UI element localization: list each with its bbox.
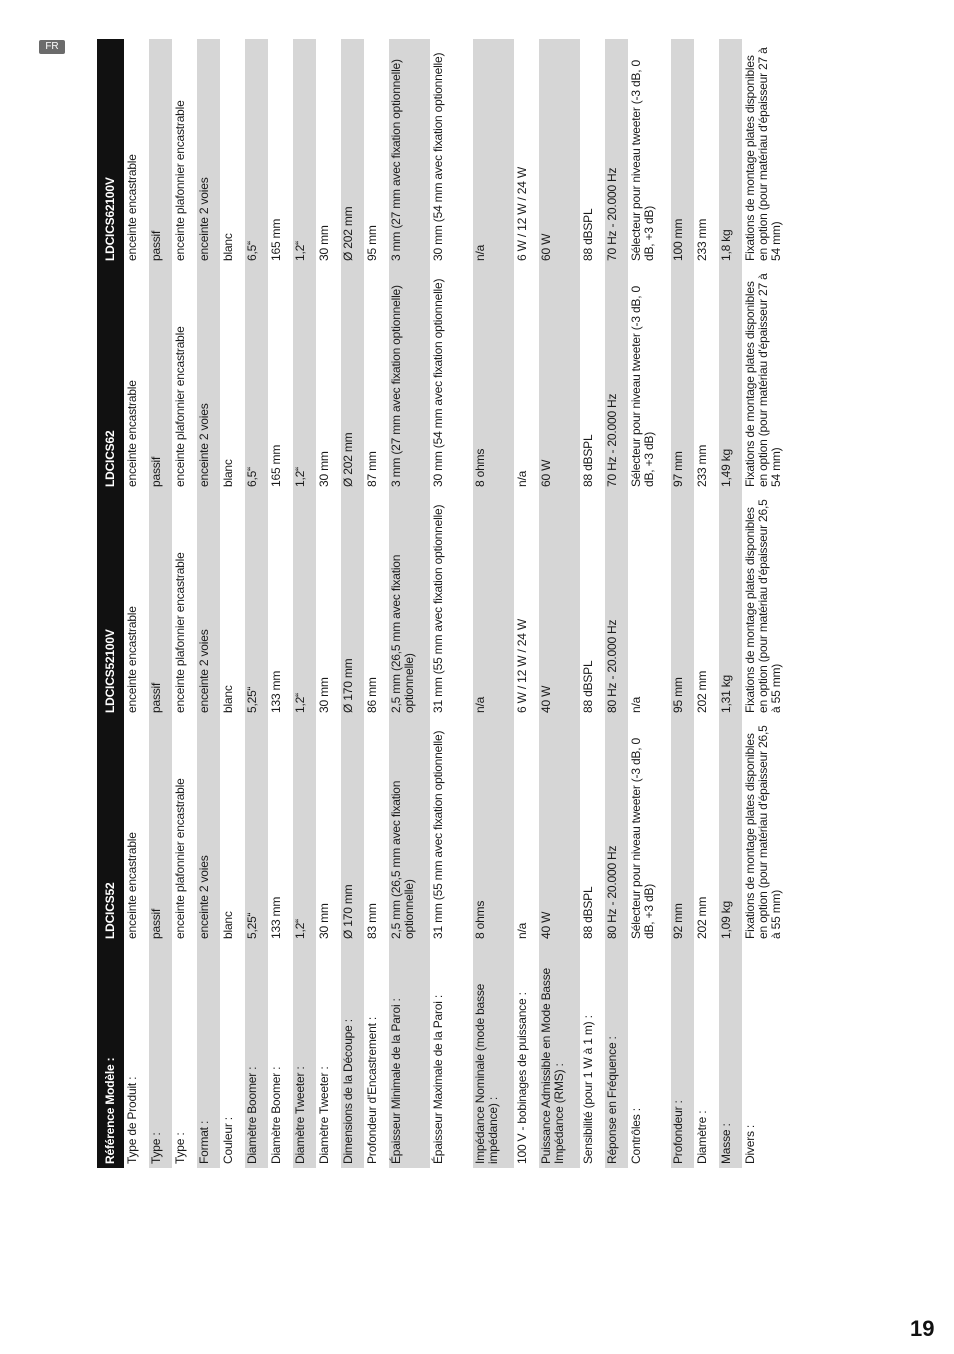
table-cell: passif xyxy=(149,491,173,717)
table-cell: n/a xyxy=(515,265,539,491)
table-cell: passif xyxy=(149,39,173,265)
row-label: Réponse en Fréquence : xyxy=(605,943,629,1168)
table-cell: Sélecteur pour niveau tweeter (-3 dB, 0 dB, +3 dB) xyxy=(629,265,671,491)
table-cell: 83 mm xyxy=(365,717,389,943)
table-cell: 3 mm (27 mm avec fixation optionnelle) xyxy=(389,265,431,491)
table-cell: 1,2“ xyxy=(293,717,317,943)
table-cell: enceinte encastrable xyxy=(125,491,149,717)
table-row xyxy=(539,39,581,1168)
table-cell: 100 mm xyxy=(671,39,695,265)
table-cell: 1,09 kg xyxy=(719,717,743,943)
table-cell: 1,49 kg xyxy=(719,265,743,491)
table-row xyxy=(629,39,671,1168)
table-cell: enceinte encastrable xyxy=(125,717,149,943)
table-cell: 165 mm xyxy=(269,265,293,491)
table-row xyxy=(389,39,431,1168)
header-model: LDCICS52100V xyxy=(97,491,125,717)
row-label: Format : xyxy=(197,943,221,1168)
table-cell: 6 W / 12 W / 24 W xyxy=(515,491,539,717)
table-cell: 1,2“ xyxy=(293,265,317,491)
table-cell: Fixations de montage plates disponibles en option (pour matériau d'épaisseur 26,5 à 55 mm) xyxy=(743,491,786,717)
row-label: Divers : xyxy=(743,943,786,1168)
table-cell: 95 mm xyxy=(671,491,695,717)
table-row xyxy=(317,39,341,1168)
table-row xyxy=(149,39,173,1168)
table-cell: 1,2“ xyxy=(293,39,317,265)
table-cell: n/a xyxy=(473,39,515,265)
table-cell: 6,5“ xyxy=(245,265,269,491)
table-cell: Ø 202 mm xyxy=(341,265,365,491)
row-label: Diamètre Tweeter : xyxy=(293,943,317,1168)
table-row xyxy=(695,39,719,1168)
table-header-row xyxy=(97,39,125,1168)
table-cell: 30 mm xyxy=(317,39,341,265)
table-cell: passif xyxy=(149,717,173,943)
table-cell: blanc xyxy=(221,265,245,491)
header-model: LDCICS62100V xyxy=(97,39,125,265)
spec-table-container xyxy=(97,39,783,1168)
table-cell: 88 dBSPL xyxy=(581,491,605,717)
table-cell: Sélecteur pour niveau tweeter (-3 dB, 0 dB, +3 dB) xyxy=(629,717,671,943)
table-cell: 87 mm xyxy=(365,265,389,491)
table-cell: 233 mm xyxy=(695,265,719,491)
table-cell: 1,31 kg xyxy=(719,491,743,717)
table-cell: 2,5 mm (26,5 mm avec fixation optionnelle) xyxy=(389,717,431,943)
table-cell: Sélecteur pour niveau tweeter (-3 dB, 0 dB, +3 dB) xyxy=(629,39,671,265)
row-label: Dimensions de la Découpe : xyxy=(341,943,365,1168)
row-label: Masse : xyxy=(719,943,743,1168)
table-cell: 30 mm (54 mm avec fixation optionnelle) xyxy=(431,265,473,491)
row-label: 100 V - bobinages de puissance : xyxy=(515,943,539,1168)
row-label: Impédance Nominale (mode basse impédance) : xyxy=(473,943,515,1168)
table-cell: enceinte plafonnier encastrable xyxy=(173,265,197,491)
row-label: Type : xyxy=(149,943,173,1168)
header-label: Référence Modèle : xyxy=(97,943,125,1168)
table-row xyxy=(245,39,269,1168)
table-cell: blanc xyxy=(221,717,245,943)
table-cell: 80 Hz - 20.000 Hz xyxy=(605,717,629,943)
table-row xyxy=(341,39,365,1168)
table-cell: 30 mm (54 mm avec fixation optionnelle) xyxy=(431,39,473,265)
table-cell: n/a xyxy=(473,491,515,717)
language-badge: FR xyxy=(39,40,65,54)
table-cell: Ø 170 mm xyxy=(341,491,365,717)
table-cell: 70 Hz - 20.000 Hz xyxy=(605,39,629,265)
row-label: Puissance Admissible en Mode Basse Impédance (RMS) : xyxy=(539,943,581,1168)
row-label: Épaisseur Maximale de la Paroi : xyxy=(431,943,473,1168)
table-cell: 40 W xyxy=(539,717,581,943)
table-cell: 31 mm (55 mm avec fixation optionnelle) xyxy=(431,491,473,717)
table-cell: enceinte plafonnier encastrable xyxy=(173,39,197,265)
table-cell: enceinte plafonnier encastrable xyxy=(173,491,197,717)
table-row xyxy=(221,39,245,1168)
table-cell: enceinte 2 voies xyxy=(197,491,221,717)
table-cell: 30 mm xyxy=(317,265,341,491)
table-cell: 8 ohms xyxy=(473,265,515,491)
table-cell: 5,25“ xyxy=(245,717,269,943)
table-cell: enceinte encastrable xyxy=(125,265,149,491)
table-cell: 88 dBSPL xyxy=(581,39,605,265)
table-cell: blanc xyxy=(221,491,245,717)
table-row xyxy=(671,39,695,1168)
table-row xyxy=(605,39,629,1168)
table-cell: 2,5 mm (26,5 mm avec fixation optionnelle) xyxy=(389,491,431,717)
table-cell: 3 mm (27 mm avec fixation optionnelle) xyxy=(389,39,431,265)
table-row xyxy=(293,39,317,1168)
row-label: Diamètre Boomer : xyxy=(269,943,293,1168)
row-label: Épaisseur Minimale de la Paroi : xyxy=(389,943,431,1168)
row-label: Profondeur : xyxy=(671,943,695,1168)
table-cell: 1,2“ xyxy=(293,491,317,717)
table-cell: 92 mm xyxy=(671,717,695,943)
table-cell: n/a xyxy=(629,491,671,717)
row-label: Diamètre Tweeter : xyxy=(317,943,341,1168)
table-row xyxy=(743,39,786,1168)
table-cell: Fixations de montage plates disponibles en option (pour matériau d'épaisseur 27 à 54 mm) xyxy=(743,39,786,265)
table-cell: 30 mm xyxy=(317,717,341,943)
table-row xyxy=(581,39,605,1168)
table-cell: 97 mm xyxy=(671,265,695,491)
table-cell: 88 dBSPL xyxy=(581,717,605,943)
table-cell: 6 W / 12 W / 24 W xyxy=(515,39,539,265)
table-cell: 88 dBSPL xyxy=(581,265,605,491)
table-cell: 202 mm xyxy=(695,491,719,717)
table-cell: 165 mm xyxy=(269,39,293,265)
row-label: Sensibilité (pour 1 W à 1 m) : xyxy=(581,943,605,1168)
table-cell: blanc xyxy=(221,39,245,265)
row-label: Diamètre Boomer : xyxy=(245,943,269,1168)
table-cell: 6,5“ xyxy=(245,39,269,265)
table-cell: 40 W xyxy=(539,491,581,717)
row-label: Contrôles : xyxy=(629,943,671,1168)
table-cell: 70 Hz - 20.000 Hz xyxy=(605,265,629,491)
table-cell: Ø 202 mm xyxy=(341,39,365,265)
table-cell: Fixations de montage plates disponibles en option (pour matériau d'épaisseur 27 à 54 mm) xyxy=(743,265,786,491)
table-cell: n/a xyxy=(515,717,539,943)
table-cell: 233 mm xyxy=(695,39,719,265)
table-cell: 31 mm (55 mm avec fixation optionnelle) xyxy=(431,717,473,943)
table-cell: 133 mm xyxy=(269,491,293,717)
table-row xyxy=(719,39,743,1168)
table-row xyxy=(269,39,293,1168)
table-row xyxy=(173,39,197,1168)
table-cell: 133 mm xyxy=(269,717,293,943)
table-cell: 30 mm xyxy=(317,491,341,717)
row-label: Couleur : xyxy=(221,943,245,1168)
header-model: LDCICS62 xyxy=(97,265,125,491)
table-row xyxy=(431,39,473,1168)
page-number: 19 xyxy=(910,1316,935,1341)
table-row xyxy=(473,39,515,1168)
table-cell: 95 mm xyxy=(365,39,389,265)
table-cell: passif xyxy=(149,265,173,491)
table-cell: enceinte 2 voies xyxy=(197,717,221,943)
row-label: Type : xyxy=(173,943,197,1168)
row-label: Type de Produit : xyxy=(125,943,149,1168)
table-row xyxy=(365,39,389,1168)
header-model: LDCICS52 xyxy=(97,717,125,943)
table-cell: 202 mm xyxy=(695,717,719,943)
table-cell: 80 Hz - 20.000 Hz xyxy=(605,491,629,717)
table-cell: enceinte encastrable xyxy=(125,39,149,265)
table-row xyxy=(515,39,539,1168)
spec-table xyxy=(97,39,786,1168)
table-cell: Fixations de montage plates disponibles en option (pour matériau d'épaisseur 26,5 à 55 mm) xyxy=(743,717,786,943)
table-cell: enceinte 2 voies xyxy=(197,39,221,265)
table-row xyxy=(125,39,149,1168)
table-cell: Ø 170 mm xyxy=(341,717,365,943)
table-cell: 60 W xyxy=(539,265,581,491)
table-row xyxy=(197,39,221,1168)
table-cell: 5,25“ xyxy=(245,491,269,717)
table-cell: enceinte 2 voies xyxy=(197,265,221,491)
table-cell: 8 ohms xyxy=(473,717,515,943)
table-cell: 60 W xyxy=(539,39,581,265)
row-label: Diamètre : xyxy=(695,943,719,1168)
row-label: Profondeur d'Encastrement : xyxy=(365,943,389,1168)
table-cell: 86 mm xyxy=(365,491,389,717)
table-cell: enceinte plafonnier encastrable xyxy=(173,717,197,943)
table-cell: 1,8 kg xyxy=(719,39,743,265)
